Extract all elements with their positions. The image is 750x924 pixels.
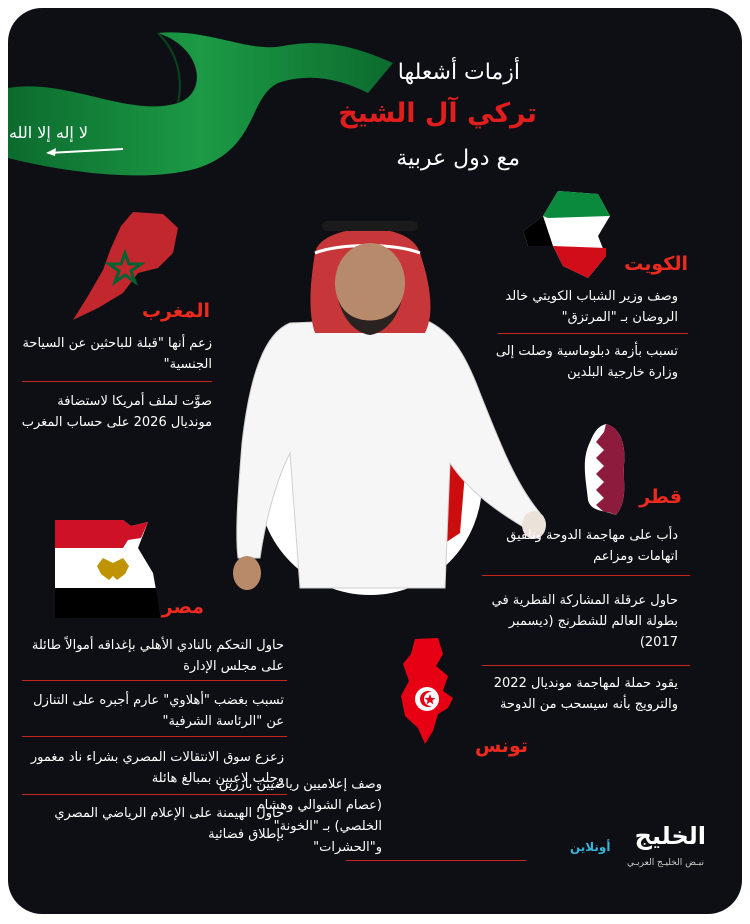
kuwait-point-2: تسبب بأزمة دبلوماسية وصلت إلى وزارة خارجية البلدين bbox=[495, 344, 678, 380]
egypt-point-3: زعزع سوق الانتقالات المصري بشراء ناد مغمور وجلب لاعبين بمبالغ هائلة bbox=[30, 750, 284, 786]
qatar-map bbox=[576, 420, 636, 520]
title-line-1: أزمات أشعلها bbox=[397, 60, 520, 85]
morocco-point-1: زعم أنها "قبلة للباحثين عن السياحة الجنسية" bbox=[22, 336, 212, 372]
morocco-heading: المغرب bbox=[141, 300, 210, 322]
tunisia-map bbox=[393, 636, 465, 748]
kuwait-map bbox=[518, 186, 618, 281]
logo-sub: أونلاين bbox=[570, 840, 611, 854]
title-line-3: مع دول عربية bbox=[396, 146, 520, 171]
alkhaleej-online-logo bbox=[566, 820, 716, 890]
title-line-2: تركي آل الشيخ bbox=[338, 98, 537, 129]
egypt-point-2: تسبب بغضب "أهلاوي" عارم أجبره على التنازل عن "الرئاسة الشرفية" bbox=[33, 693, 284, 729]
divider bbox=[22, 680, 287, 681]
logo-tagline: نبـض الخليـج العربـي bbox=[627, 858, 704, 868]
qatar-heading: قطر bbox=[639, 486, 682, 508]
divider bbox=[482, 665, 690, 666]
morocco-point-2: صوَّت لملف أمريكا لاستضافة مونديال 2026 على حساب المغرب bbox=[21, 394, 212, 430]
qatar-point-2: حاول عرقلة المشاركة القطرية في بطولة العالم للشطرنج (ديسمبر 2017) bbox=[491, 593, 678, 650]
qatar-point-3: يقود حملة لمهاجمة مونديال 2022 والترويج بأنه سيسحب من الدوحة bbox=[493, 676, 678, 712]
egypt-point-4: حاول الهيمنة على الإعلام الرياضي المصري بإطلاق فضائية bbox=[54, 806, 284, 842]
qatar-point-1: دأب على مهاجمة الدوحة وتلفيق اتهامات ومزاعم bbox=[506, 528, 678, 564]
kuwait-heading: الكويت bbox=[624, 253, 688, 275]
divider bbox=[498, 333, 688, 334]
egypt-map bbox=[53, 518, 163, 623]
divider bbox=[22, 736, 287, 737]
infographic-card bbox=[8, 8, 742, 914]
svg-text:لا إله إلا الله: لا إله إلا الله bbox=[8, 123, 88, 142]
kuwait-point-1: وصف وزير الشباب الكويتي خالد الروضان بـ "المرتزق" bbox=[505, 289, 678, 325]
egypt-point-1: حاول التحكم بالنادي الأهلي بإغداقه أموالاً طائلة على مجلس الإدارة bbox=[31, 638, 284, 674]
egypt-heading: مصر bbox=[161, 596, 204, 618]
divider bbox=[482, 575, 690, 576]
tunisia-heading: تونس bbox=[474, 735, 528, 757]
divider bbox=[346, 860, 526, 861]
tunisia-point-1: وصف إعلاميين رياضيين بارزين (عصام الشوالي وهشام الخلصي) بـ "الخونة" و"الحشرات" bbox=[218, 777, 382, 855]
divider bbox=[22, 381, 212, 382]
logo-brand: الخليج bbox=[634, 822, 706, 850]
